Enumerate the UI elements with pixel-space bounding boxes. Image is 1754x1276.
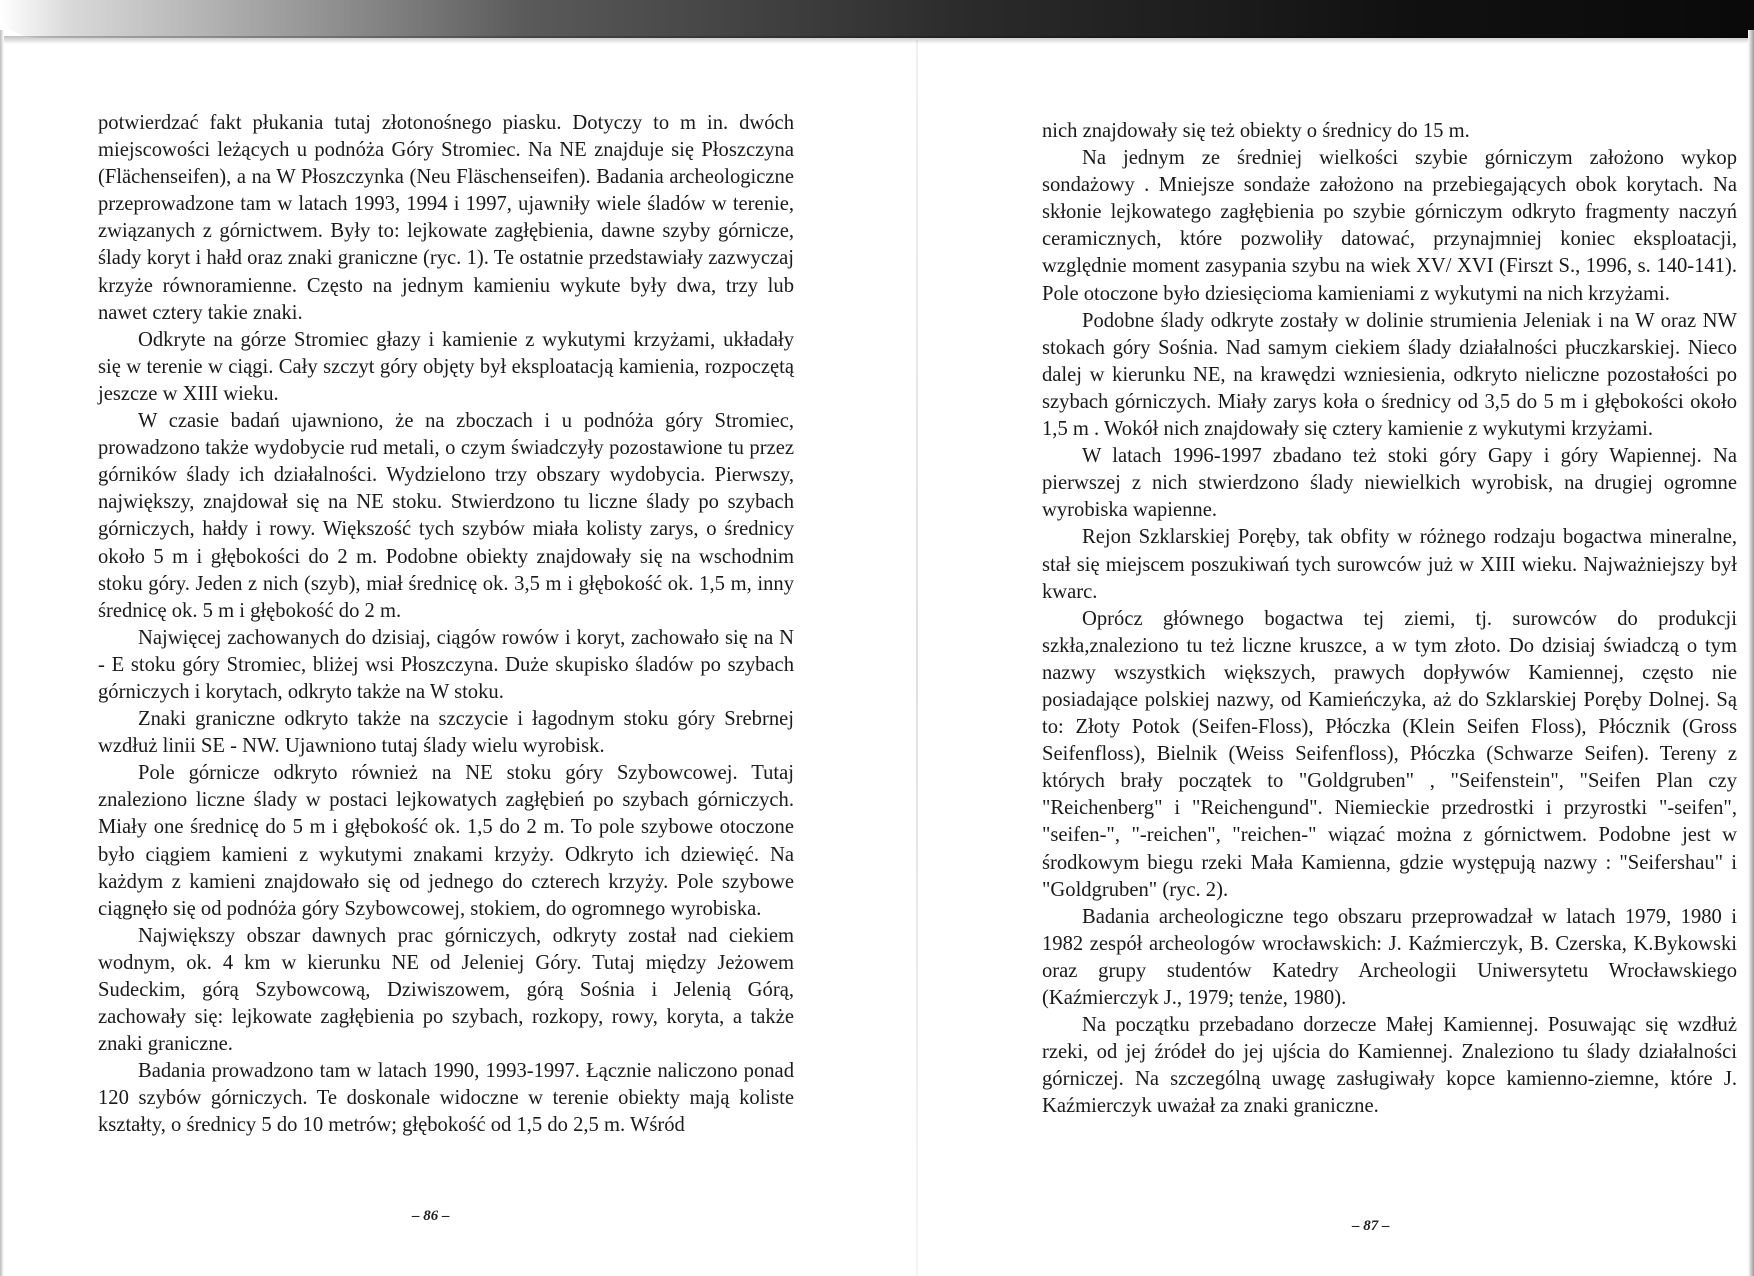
- paragraph: Na jednym ze średniej wielkości szybie górniczym założono wykop sondażowy . Mniejsze sondaże założono na przebiegających obok korytach. Na skłonie lejkowatego zagłębienia po szybie górniczym odkryto fragmenty naczyń ceramicznych, które pozwoliły datować, przynajmniej koniec eksploatacji, względnie moment zasypania szybu na wiek XV/ XVI (Firszt S., 1996, s. 140-141). Pole otoczone było dziesięcioma kamieniami z wykutymi na nich krzyżami.: [1042, 147, 1737, 305]
- paragraph: nich znajdowały się też obiekty o średnicy do 15 m.: [1042, 120, 1470, 142]
- paragraph: Odkryte na górze Stromiec głazy i kamienie z wykutymi krzyżami, układały się w terenie w ciągi. Cały szczyt góry objęty był eksploatacją kamienia, rozpoczętą jeszcze w XIII wieku.: [98, 328, 794, 405]
- paragraph: Znaki graniczne odkryto także na szczycie i łagodnym stoku góry Srebrnej wzdłuż linii SE - NW. Ujawniono tutaj ślady wielu wyrobisk.: [98, 708, 794, 758]
- paragraph: potwierdzać fakt płukania tutaj złotonośnego piasku. Dotyczy to m in. dwóch miejscowości leżących u podnóża Góry Stromiec. Na NE znajduje się Płoszczyna (Flächenseifen), a na W Płoszczynka (Neu Fläschenseifen). Badania archeologiczne przeprowadzone tam w latach 1993, 1994 i 1997, ujawniły wiele śladów w terenie, związanych z górnictwem. Były to: lejkowate zagłębienia, dawne szyby górnicze, ślady koryt i hałd oraz znaki graniczne (ryc. 1). Te ostatnie przedstawiały zazwyczaj krzyże równoramienne. Często na jednym kamieniu wykute były dwa, trzy lub nawet cztery takie znaki.: [98, 112, 794, 324]
- paragraph: Oprócz głównego bogactwa tej ziemi, tj. surowców do produkcji szkła,znaleziono tu też liczne kruszce, a w tym złoto. Do dzisiaj świadczą o tym nazwy wszystkich większych, prawych dopływów Kamiennej, często nie posiadające polskiej nazwy, od Kamieńczyka, aż do Szklarskiej Poręby Dolnej. Są to: Złoty Potok (Seifen-Floss), Płóczka (Klein Seifen Floss), Płócznik (Gross Seifenfloss), Bielnik (Weiss Seifenfloss), Płóczka (Schwarze Seifen). Tereny z których brały początek to "Goldgruben" , "Seifenstein", "Seifen Plan czy "Reichenberg" i "Reichengund". Niemieckie przedrostki i przyrostki "-seifen", "seifen-", "-reichen", "reichen-" wiązać można z górnictwem. Podobne jest w środkowym biegu rzeki Mała Kamienna, gdzie występują nazwy : "Seifershau" i "Goldgruben" (ryc. 2).: [1042, 607, 1737, 901]
- right-page: [1042, 118, 1737, 1120]
- page-number-left: – 86 –: [412, 1208, 450, 1224]
- paragraph: Badania archeologiczne tego obszaru przeprowadzał w latach 1979, 1980 i 1982 zespół archeologów wrocławskich: J. Kaźmierczyk, B. Czerska, K.Bykowski oraz grupy studentów Katedry Archeologii Uniwersytetu Wrocławskiego (Kaźmierczyk J., 1979; tenże, 1980).: [1042, 905, 1737, 1009]
- left-page: [98, 110, 794, 1140]
- paragraph: Pole górnicze odkryto również na NE stoku góry Szybowcowej. Tutaj znaleziono liczne ślady w postaci lejkowatych zagłębień po szybach górniczych. Miały one średnicę do 5 m i głębokość ok. 1,5 do 2 m. To pole szybowe otoczone było ciągiem kamieni z wykutymi znakami krzyży. Odkryto ich dziewięć. Na każdym z kamieni znajdowało się od jednego do czterech krzyży. Pole szybowe ciągnęło się od podnóża góry Szybowcowej, stokiem, do ogromnego wyrobiska.: [98, 762, 794, 920]
- paragraph: W latach 1996-1997 zbadano też stoki góry Gapy i góry Wapiennej. Na pierwszej z nich stwierdzono ślady niewielkich wyrobisk, na drugiej ogromne wyrobiska wapienne.: [1042, 445, 1737, 522]
- paragraph: W czasie badań ujawniono, że na zboczach i u podnóża góry Stromiec, prowadzono także wydobycie rud metali, o czym świadczyły pozostawione tu przez górników ślady ich działalności. Wydzielono trzy obszary wydobycia. Pierwszy, największy, znajdował się na NE stoku. Stwierdzono tu liczne ślady po szybach górniczych, hałdy i rowy. Większość tych szybów miała kolisty zarys, o średnicy około 5 m i głębokości do 2 m. Podobne obiekty znajdowały się na wschodnim stoku góry. Jeden z nich (szyb), miał średnicę ok. 3,5 m i głębokość ok. 1,5 m, inny średnicę ok. 5 m i głębokość do 2 m.: [98, 410, 794, 622]
- paragraph: Rejon Szklarskiej Poręby, tak obfity w różnego rodzaju bogactwa mineralne, stał się miejscem poszukiwań tych surowców już w XIII wieku. Najważniejszy był kwarc.: [1042, 526, 1737, 603]
- paragraph: Na początku przebadano dorzecze Małej Kamiennej. Posuwając się wzdłuż rzeki, od jej źródeł do jej ujścia do Kamiennej. Znaleziono tu ślady działalności górniczej. Na szczególną uwagę zasługiwały kopce kamienno-ziemne, które J. Kaźmierczyk uważał za znaki graniczne.: [1042, 1014, 1737, 1118]
- page-edge-right: [1748, 30, 1754, 1276]
- paragraph: Podobne ślady odkryte zostały w dolinie strumienia Jeleniak i na W oraz NW stokach góry Sośnia. Nad samym ciekiem ślady działalności płuczkarskiej. Nieco dalej w kierunku NE, na krawędzi wzniesienia, odkryto nieliczne pozostałości po szybach górniczych. Miały zarys koła o średnicy od 3,5 do 5 m i głębokości około 1,5 m . Wokół nich znajdowały się cztery kamienie z wykutymi krzyżami.: [1042, 309, 1737, 441]
- page-edge-left: [0, 30, 4, 1276]
- paragraph: Badania prowadzono tam w latach 1990, 1993-1997. Łącznie naliczono ponad 120 szybów górniczych. Te doskonale widoczne w terenie obiekty mają koliste kształty, o średnicy 5 do 10 metrów; głębokość od 1,5 do 2,5 m. Wśród: [98, 1060, 794, 1137]
- paragraph: Największy obszar dawnych prac górniczych, odkryty został nad ciekiem wodnym, ok. 4 km w kierunku NE od Jeleniej Góry. Tutaj między Jeżowem Sudeckim, górą Szybowcową, Dziwiszowem, górą Sośnia i Jelenią Górą, zachowały się: lejkowate zagłębienia po szybach, rozkopy, rowy, koryta, a także znaki graniczne.: [98, 924, 794, 1056]
- book-gutter: [916, 40, 918, 1276]
- scan-shadow: [0, 0, 1754, 38]
- paragraph: Najwięcej zachowanych do dzisiaj, ciągów rowów i koryt, zachowało się na N - E stoku góry Stromiec, bliżej wsi Płoszczyna. Duże skupisko śladów po szybach górniczych i korytach, odkryto także na W stoku.: [98, 626, 794, 703]
- page-number-right: – 87 –: [1352, 1218, 1390, 1234]
